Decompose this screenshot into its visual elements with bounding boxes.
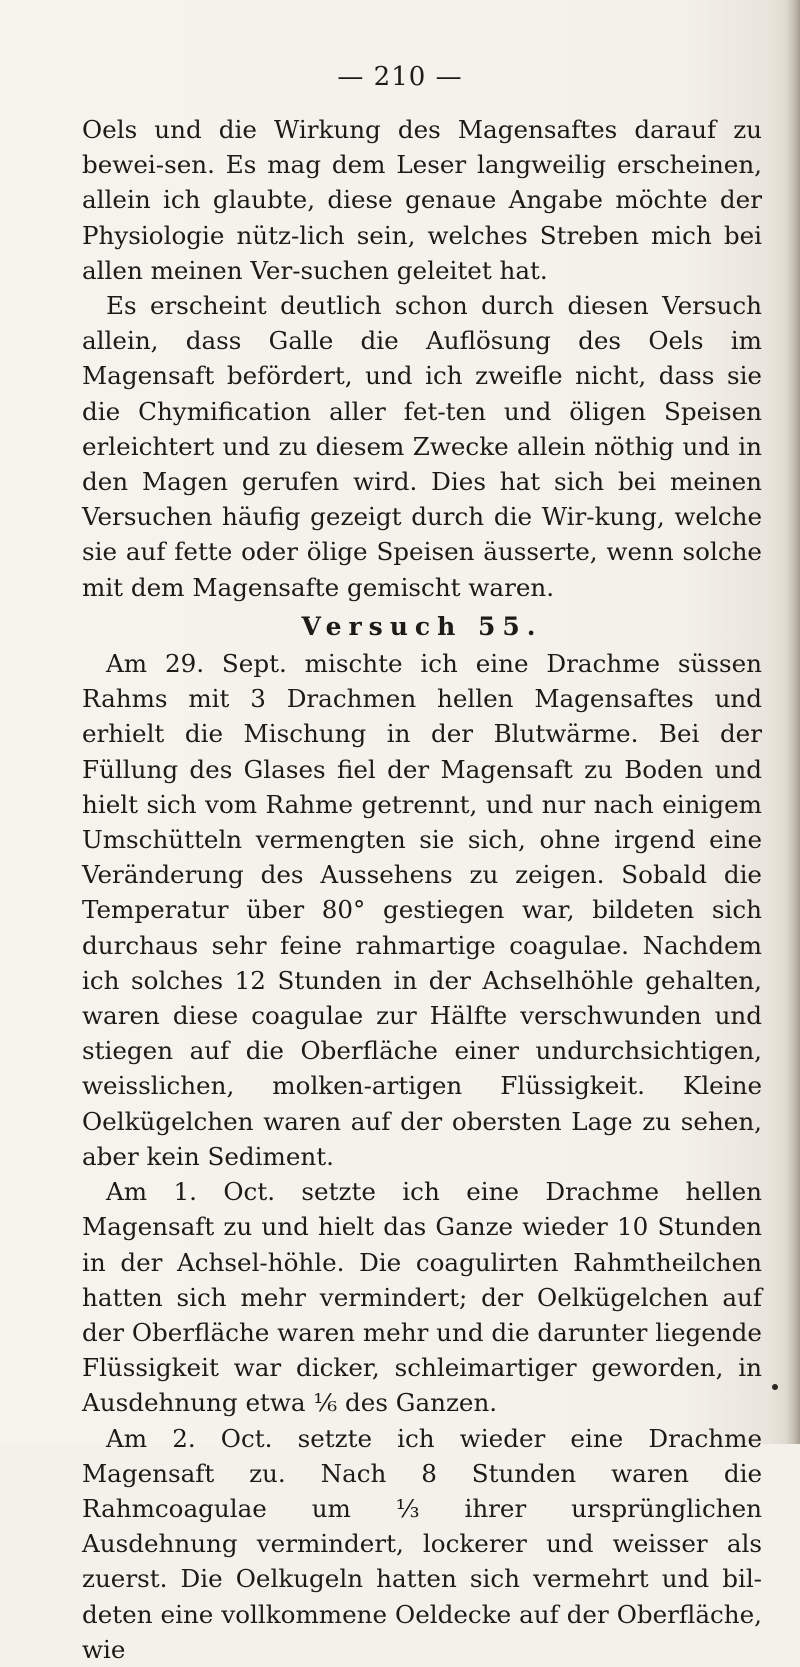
section-heading: Versuch 55. [301,611,543,641]
paragraph-3: Am 29. Sept. mischte ich eine Drachme süssen Rahms mit 3 Drachmen hellen Magensaftes und erhielt die Mischung in der Blutwärme. Bei der Füllung des Glases fiel der Magensaft zu Boden und hielt sich vom Rahme getrennt, und nur nach einigem Umschütteln vermengten sie sich, ohne irgend eine Veränderung des Aussehens zu zeigen. Sobald die Temperatur über 80° gestiegen war, bildeten sich durchaus sehr feine rahmartige coagulae. Nachdem ich solches 12 Stunden in der Achselhöhle gehalten, waren diese coagulae zur Hälfte verschwunden und stiegen auf die Oberfläche einer undurchsichtigen, weisslichen, molken-artigen Flüssigkeit. Kleine Oelkügelchen waren auf der obersten Lage zu sehen, aber kein Sediment. [82,649,762,1171]
page-body [82,112,762,1667]
paragraph-1: Oels und die Wirkung des Magensaftes darauf zu bewei-sen. Es mag dem Leser langweilig erscheinen, allein ich glaubte, diese genaue Angabe möchte der Physiologie nütz-lich sein, welches Streben mich bei allen meinen Ver-suchen geleitet hat. [82,115,762,285]
page-number-header: — 210 — [337,62,463,92]
paragraph-4: Am 1. Oct. setzte ich eine Drachme hellen Magensaft zu und hielt das Ganze wieder 10 Stunden in der Achsel-höhle. Die coagulirten Rahmtheilchen hatten sich mehr vermindert; der Oelkügelchen auf der Oberfläche waren mehr und die darunter liegende Flüssigkeit war dicker, schleimartiger geworden, in Ausdehnung etwa ⅙ des Ganzen. [82,1177,762,1418]
paragraph-5: Am 2. Oct. setzte ich wieder eine Drachme Magensaft zu. Nach 8 Stunden waren die Rahmcoagulae um ⅓ ihrer ursprünglichen Ausdehnung vermindert, lockerer und weisser als zuerst. Die Oelkugeln hatten sich vermehrt und bil-deten eine vollkommene Oeldecke auf der Oberfläche, wie [82,1423,762,1664]
stray-dot-mark [772,1384,778,1390]
paragraph-2: Es erscheint deutlich schon durch diesen Versuch allein, dass Galle die Auflösung des Oels im Magensaft befördert, und ich zweifle nicht, dass sie die Chymification aller fet-ten und öligen Speisen erleichtert und zu diesem Zwecke allein nöthig und in den Magen gerufen wird. Dies hat sich bei meinen Versuchen häufig gezeigt durch die Wir-kung, welche sie auf fette oder ölige Speisen äusserte, wenn solche mit dem Magensafte gemischt waren. [82,291,762,602]
page-edge-shadow [786,0,800,1444]
